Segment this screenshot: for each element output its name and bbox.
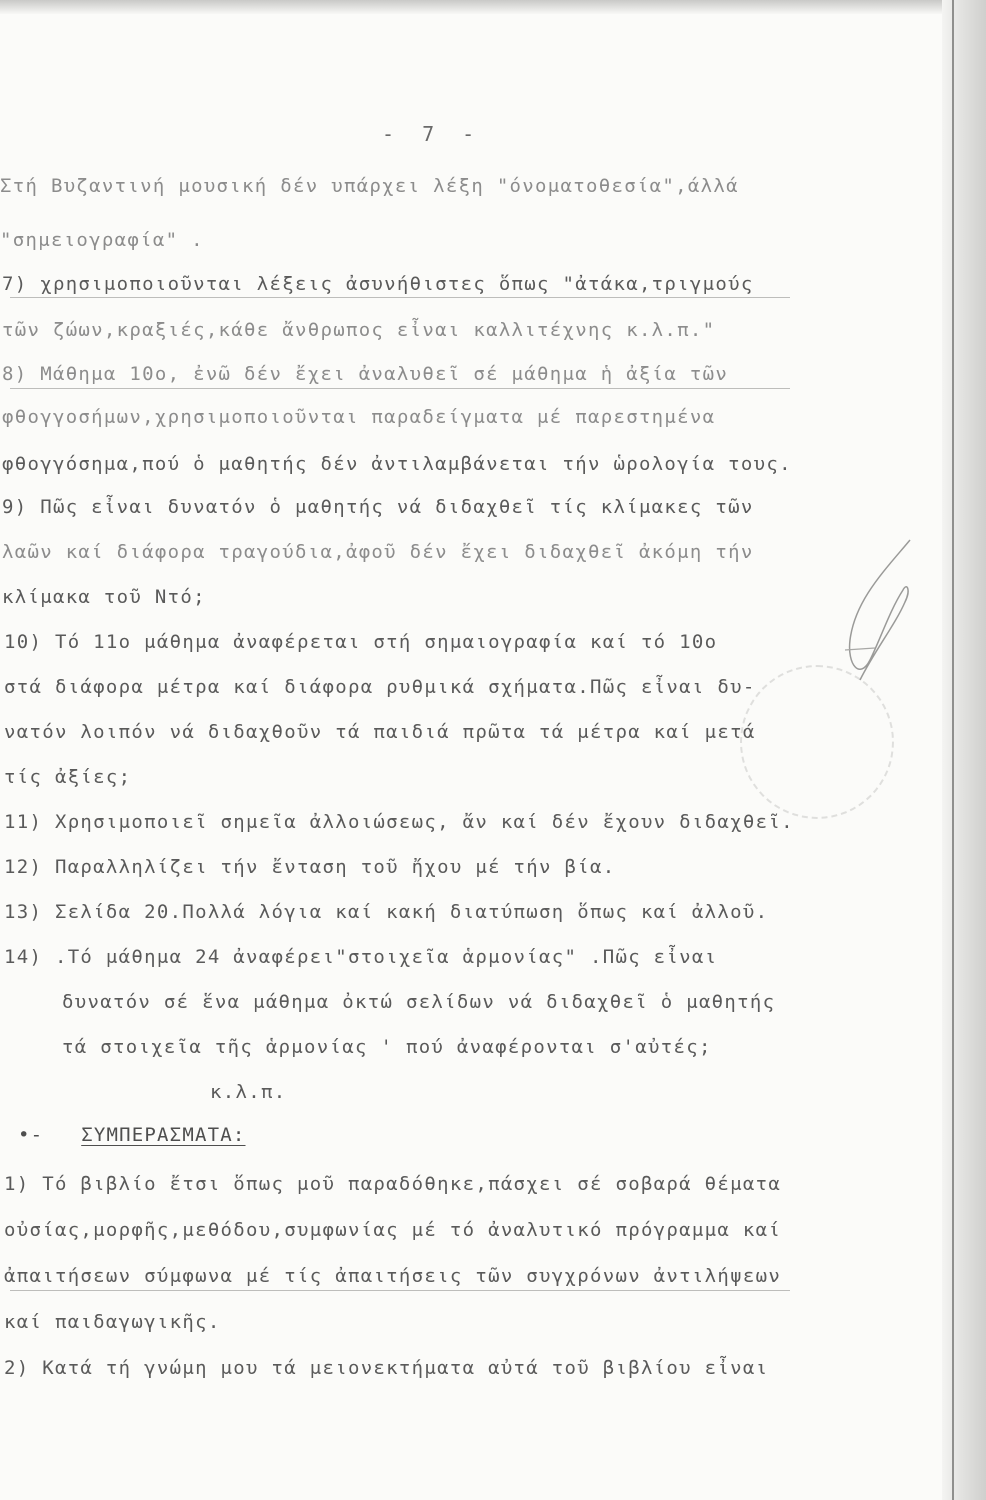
- conclusion-line: καί παιδαγωγικῆς.: [4, 1311, 221, 1333]
- text-line: δυνατόν σέ ἕνα μάθημα ὀκτώ σελίδων νά διδαχθεῖ ὁ μαθητής: [62, 991, 776, 1013]
- conclusion-line: οὐσίας,μορφῆς,μεθόδου,συμφωνίας μέ τό ἀναλυτικό πρόγραμμα καί: [4, 1219, 782, 1241]
- text-line: Στή Βυζαντινή μουσική δέν υπάρχει λέξη "όνοματοθεσία",άλλά: [0, 175, 739, 197]
- text-line: λαῶν καί διάφορα τραγούδια,ἀφοῦ δέν ἔχει διδαχθεῖ ἀκόμη τήν: [2, 541, 754, 563]
- page-number: - 7 -: [382, 122, 483, 146]
- text-line: τίς ἀξίες;: [4, 766, 132, 788]
- ruled-line: [10, 388, 790, 389]
- text-line: τά στοιχεῖα τῆς ἁρμονίας ' πού ἀναφέρονται σ'αὐτές;: [62, 1036, 712, 1058]
- text-line: τῶν ζώων,κραξιές,κάθε ἄνθρωπος εἶναι καλλιτέχνης κ.λ.π.": [2, 319, 716, 341]
- text-line: στά διάφορα μέτρα καί διάφορα ρυθμικά σχήματα.Πῶς εἶναι δυ-: [4, 676, 756, 698]
- text-line: 7) χρησιμοποιοῦνται λέξεις ἀσυνήθιστες ὅπως "ἀτάκα,τριγμούς: [2, 273, 754, 295]
- text-line: φθογγοσήμων,χρησιμοποιοῦνται παραδείγματα μέ παρεστημένα: [2, 406, 716, 428]
- text-line: κλίμακα τοῦ Ντό;: [2, 586, 206, 608]
- scan-top-edge: [0, 0, 986, 14]
- book-spine-line: [952, 0, 954, 1500]
- conclusion-line: 1) Τό βιβλίο ἔτσι ὅπως μοῦ παραδόθηκε,πάσχει σέ σοβαρά θέματα: [4, 1173, 782, 1195]
- section-prefix: •-: [18, 1124, 44, 1146]
- conclusion-line: 2) Κατά τή γνώμη μου τά μειονεκτήματα αὐτά τοῦ βιβλίου εἶναι: [4, 1357, 769, 1379]
- text-line: φθογγόσημα,πού ὁ μαθητής δέν ἀντιλαμβάνεται τήν ὡρολογία τους.: [2, 453, 792, 475]
- conclusion-line: ἀπαιτήσεων σύμφωνα μέ τίς ἀπαιτήσεις τῶν συγχρόνων ἀντιλήψεων: [4, 1265, 782, 1287]
- text-line: 11) Χρησιμοποιεῖ σημεῖα ἀλλοιώσεως, ἄν καί δέν ἔχουν διδαχθεῖ.: [4, 811, 794, 833]
- handwritten-signature: [815, 530, 925, 690]
- text-line: "σημειογραφία" .: [0, 229, 204, 251]
- ruled-line: [10, 297, 790, 298]
- text-line: 9) Πῶς εἶναι δυνατόν ὁ μαθητής νά διδαχθεῖ τίς κλίμακες τῶν: [2, 496, 754, 518]
- scan-right-edge: [942, 0, 986, 1500]
- text-line: 10) Τό 11ο μάθημα ἀναφέρεται στή σημαιογραφία καί τό 10ο: [4, 631, 718, 653]
- text-line: 8) Μάθημα 10ο, ἐνῶ δέν ἔχει ἀναλυθεῖ σέ μάθημα ἡ ἀξία τῶν: [2, 363, 729, 385]
- section-heading: [18, 1124, 246, 1146]
- text-line: 13) Σελίδα 20.Πολλά λόγια καί κακή διατύπωση ὅπως καί ἀλλοῦ.: [4, 901, 769, 923]
- text-line: 14) .Τό μάθημα 24 ἀναφέρει"στοιχεῖα ἁρμονίας" .Πῶς εἶναι: [4, 946, 718, 968]
- section-title: ΣΥΜΠΕΡΑΣΜΑΤΑ:: [81, 1124, 246, 1146]
- text-line: κ.λ.π.: [210, 1081, 287, 1103]
- ruled-line: [10, 1290, 790, 1291]
- text-line: 12) Παραλληλίζει τήν ἔνταση τοῦ ἤχου μέ τήν βία.: [4, 856, 616, 878]
- text-line: νατόν λοιπόν νά διδαχθοῦν τά παιδιά πρῶτα τά μέτρα καί μετά: [4, 721, 756, 743]
